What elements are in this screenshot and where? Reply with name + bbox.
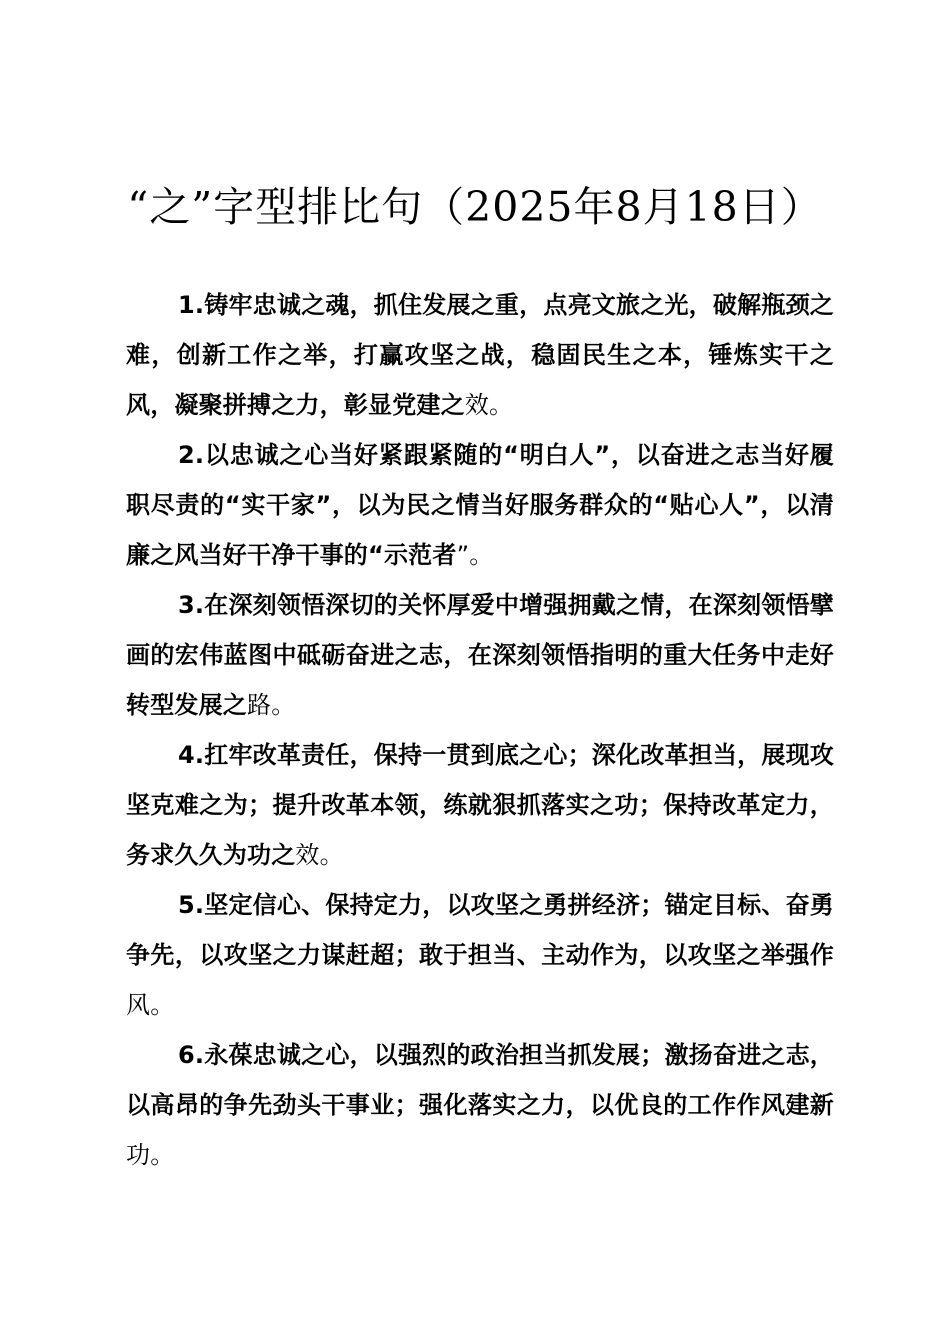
paragraph-5 <box>126 880 834 1030</box>
document-title: “之”字型排比句（2025年8月18日） <box>127 183 823 231</box>
paragraph-5-tail: 风。 <box>126 991 175 1019</box>
paragraph-3-text: 3.在深刻领悟深切的关怀厚爱中增强拥戴之情，在深刻领悟擘画的宏伟蓝图中砥砺奋进之志，在深刻领悟指明的重大任务中走好转型发展之 <box>126 591 834 719</box>
paragraph-1-tail: 效。 <box>464 391 514 419</box>
document-body <box>126 280 834 1180</box>
paragraph-2-tail: ”。 <box>456 541 494 569</box>
paragraph-4 <box>126 730 834 880</box>
paragraph-6-text: 6.永葆忠诚之心，以强烈的政治担当抓发展；激扬奋进之志，以高昂的争先劲头干事业；强化落实之力，以优良的工作作风建新 <box>126 1041 834 1119</box>
paragraph-6 <box>126 1030 834 1180</box>
paragraph-5-text: 5.坚定信心、保持定力，以攻坚之勇拼经济；锚定目标、奋勇争先，以攻坚之力谋赶超；敢于担当、主动作为，以攻坚之举强作 <box>126 891 834 969</box>
paragraph-4-tail: 效。 <box>295 841 344 869</box>
paragraph-3-tail: 路。 <box>247 691 296 719</box>
paragraph-2 <box>126 430 834 580</box>
paragraph-6-tail: 功。 <box>126 1141 175 1169</box>
paragraph-3 <box>126 580 834 730</box>
paragraph-4-text: 4.扛牢改革责任，保持一贯到底之心；深化改革担当，展现攻坚克难之为；提升改革本领，练就狠抓落实之功；保持改革定力，务求久久为功之 <box>126 741 834 869</box>
paragraph-2-text: 2.以忠诚之心当好紧跟紧随的“明白人”，以奋进之志当好履职尽责的“实干家”，以为民之情当好服务群众的“贴心人”，以清廉之风当好干净干事的“示范者 <box>126 441 834 569</box>
paragraph-1-text: 1.铸牢忠诚之魂，抓住发展之重，点亮文旅之光，破解瓶颈之难，创新工作之举，打赢攻坚之战，稳固民生之本，锤炼实干之风，凝聚拼搏之力，彰显党建之 <box>126 291 834 419</box>
paragraph-1 <box>126 280 834 430</box>
